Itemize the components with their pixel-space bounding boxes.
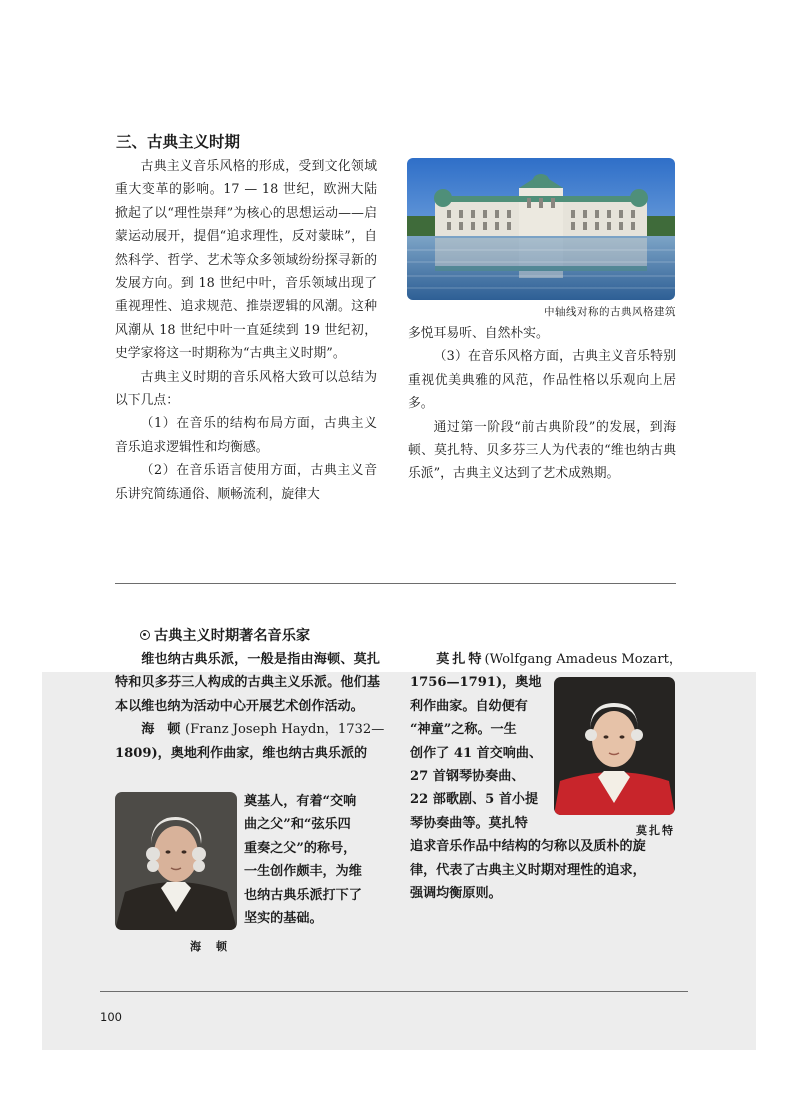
- mozart-text-line: 律，代表了古典主义时期对理性的追求，: [410, 862, 646, 878]
- mozart-text-line: 创作了 41 首交响曲、: [410, 745, 543, 761]
- mozart-text-line: 追求音乐作品中结构的匀称以及质朴的旋: [410, 839, 646, 855]
- paragraph: 古典主义音乐风格的形成，受到文化领域重大变革的影响。17 — 18 世纪，欧洲大陆掀起了以“理性崇拜”为核心的思想运动——启蒙运动展开，提倡“追求理性，反对蒙昧”，自然科学、哲学、艺术等众多领域纷纷探寻新的发展方向。到 18 世纪中叶，音乐领域出现了重视理性、追求规范、推崇逻辑的风潮。这种风潮从 18 世纪中叶一直延续到 19 世纪初，史学家将这一时期称为“古典主义时期”。: [115, 159, 377, 362]
- page-number: 100: [100, 1010, 122, 1024]
- mozart-caption: 莫扎特: [636, 824, 675, 837]
- bullet-icon: [140, 630, 150, 640]
- haydn-text-line: 1809)，奥地利作曲家，维也纳古典乐派的: [115, 745, 368, 761]
- mozart-text-line: 琴协奏曲等。莫扎特: [410, 815, 528, 831]
- haydn-name: 海 顿: [141, 722, 181, 738]
- mozart-text-line: 27 首钢琴协奏曲、: [410, 769, 525, 785]
- paragraph: （2）在音乐语言使用方面，古典主义音乐讲究简练通俗、顺畅流利，旋律大: [115, 463, 377, 502]
- paragraph: （3）在音乐风格方面，古典主义音乐特别重视优美典雅的风范，作品性格以乐观向上居多。: [408, 349, 676, 412]
- haydn-portrait: [115, 792, 237, 930]
- mozart-text-line: 22 部歌剧、5 首小提: [410, 792, 539, 808]
- haydn-text-line: 也纳古典乐派打下了: [244, 887, 362, 903]
- paragraph: 维也纳古典乐派，一般是指由海顿、莫扎特和贝多芬三人构成的古典主义乐派。他们基本以维也纳为活动中心开展艺术创作活动。: [115, 652, 380, 714]
- haydn-text-line: (Franz Joseph Haydn，1732—: [185, 722, 385, 738]
- haydn-text-line: 重奏之父”的称号，: [244, 840, 357, 856]
- main-text-left-column: [115, 155, 377, 506]
- mozart-text-line: (Wolfgang Amadeus Mozart，: [484, 652, 682, 667]
- composers-intro: [115, 648, 385, 765]
- main-text-right-column: [408, 322, 676, 486]
- palace-photo: [407, 158, 675, 300]
- haydn-caption: 海 顿: [190, 940, 229, 953]
- mozart-portrait: [554, 677, 675, 815]
- haydn-text-line: 奠基人，有着“交响: [244, 794, 357, 809]
- mozart-text-line: 利作曲家。自幼便有: [410, 698, 528, 714]
- mozart-text-line: 1756—1791)，奥地: [410, 675, 542, 691]
- haydn-heading: [115, 718, 385, 741]
- sidebar-title-text: 古典主义时期著名音乐家: [154, 628, 311, 644]
- paragraph: 古典主义时期的音乐风格大致可以总结为以下几点：: [115, 369, 377, 409]
- paragraph: 通过第一阶段“前古典阶段”的发展，到海顿、莫扎特、贝多芬三人为代表的“维也纳古典乐派”，古典主义达到了艺术成熟期。: [408, 419, 676, 482]
- haydn-text-line: 一生创作颇丰，为维: [244, 864, 362, 880]
- section-title: 三、古典主义时期: [116, 133, 241, 151]
- mozart-name: 莫扎特: [436, 652, 485, 667]
- footer-divider: [100, 991, 688, 992]
- haydn-side-text: [244, 790, 384, 930]
- paragraph: 多悦耳易听、自然朴实。: [408, 326, 549, 341]
- haydn-text-line: 坚实的基础。: [244, 911, 323, 927]
- photo-caption: 中轴线对称的古典风格建筑: [544, 306, 676, 318]
- mozart-text-line: 强调均衡原则。: [410, 886, 502, 902]
- mozart-text-line: “神童”之称。一生: [410, 722, 517, 738]
- sidebar-title: [140, 625, 310, 645]
- haydn-text-line: 曲之父”和“弦乐四: [244, 817, 351, 833]
- section-divider: [115, 583, 676, 584]
- paragraph: （1）在音乐的结构布局方面，古典主义音乐追求逻辑性和均衡感。: [115, 416, 377, 455]
- mozart-heading: [410, 648, 680, 671]
